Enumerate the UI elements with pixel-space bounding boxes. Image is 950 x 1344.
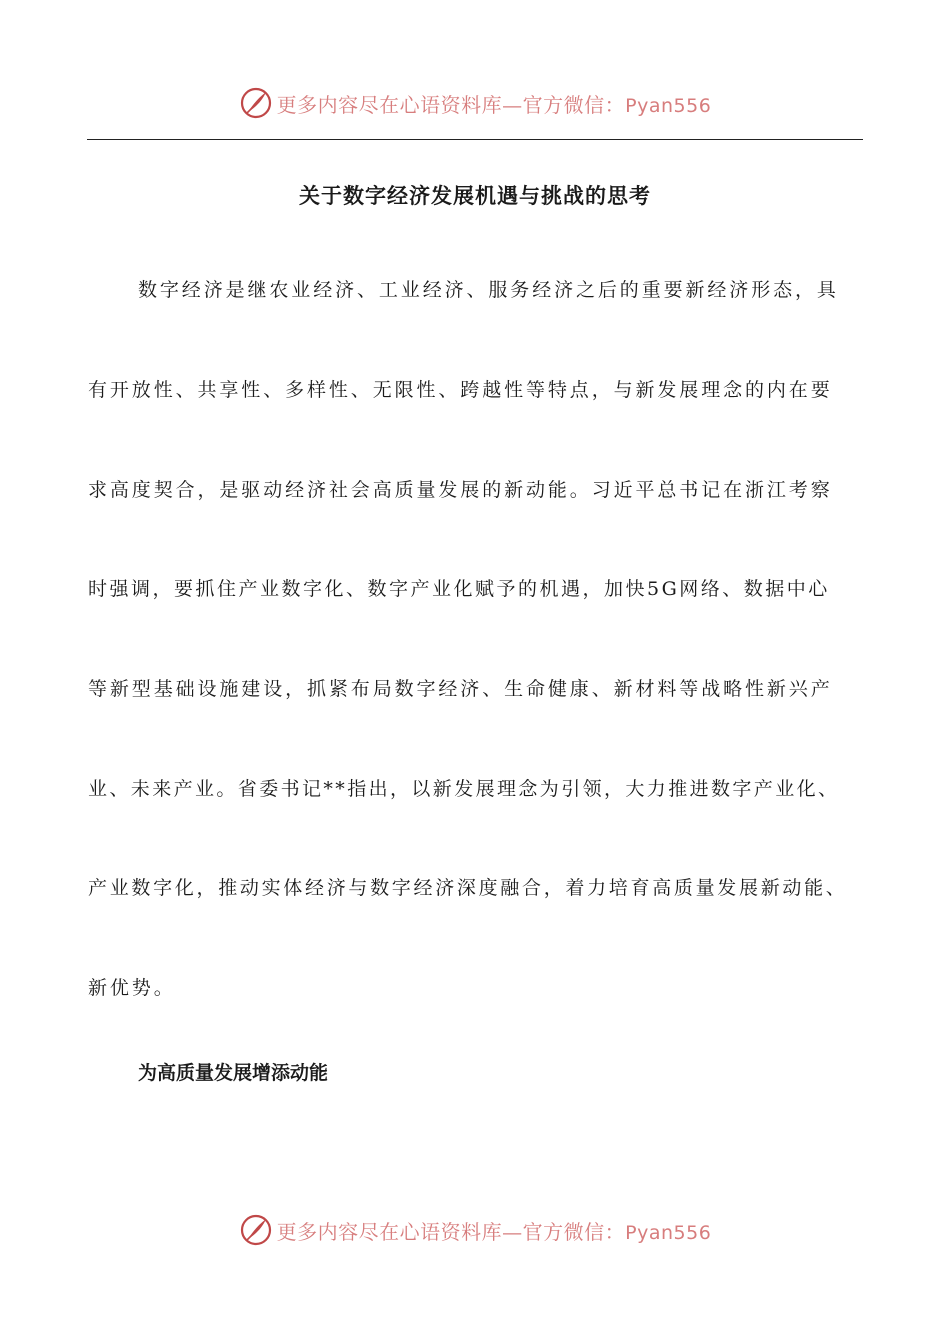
paragraph-line: 业、未来产业。省委书记**指出，以新发展理念为引领，大力推进数字产业化、 [88,778,840,800]
paragraph-line: 求高度契合，是驱动经济社会高质量发展的新动能。习近平总书记在浙江考察 [88,479,833,501]
watermark-wechat-id: Pyan556 [625,1221,712,1244]
header-watermark [0,83,950,123]
footer-watermark [0,1210,950,1250]
section-heading: 为高质量发展增添动能 [138,1062,329,1084]
watermark-label: 更多内容尽在心语资料库—官方微信： [276,92,626,117]
watermark-wechat-id: Pyan556 [625,94,712,117]
paragraph-line: 数字经济是继农业经济、工业经济、服务经济之后的重要新经济形态，具 [138,279,839,301]
paragraph-line: 新优势。 [88,977,176,999]
quill-pen-logo-icon [239,86,273,120]
header-divider [87,139,863,140]
quill-pen-logo-icon [239,1213,273,1247]
paragraph-line: 时强调，要抓住产业数字化、数字产业化赋予的机遇，加快5G网络、数据中心 [88,578,830,600]
paragraph-line: 等新型基础设施建设，抓紧布局数字经济、生命健康、新材料等战略性新兴产 [88,678,833,700]
watermark-text [277,89,712,118]
document-title: 关于数字经济发展机遇与挑战的思考 [299,184,651,208]
watermark-label: 更多内容尽在心语资料库—官方微信： [276,1219,626,1244]
paragraph-line: 产业数字化，推动实体经济与数字经济深度融合，着力培育高质量发展新动能、 [88,877,848,899]
paragraph-line: 有开放性、共享性、多样性、无限性、跨越性等特点，与新发展理念的内在要 [88,379,833,401]
watermark-text [277,1216,712,1245]
